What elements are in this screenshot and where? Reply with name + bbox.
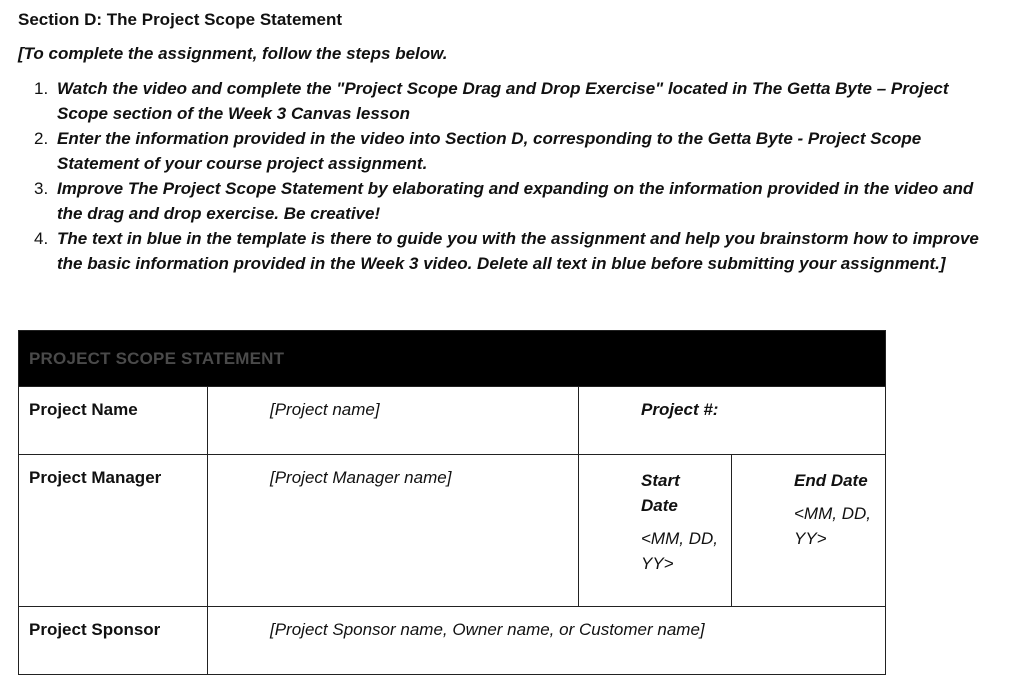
table-header: PROJECT SCOPE STATEMENT: [19, 331, 886, 387]
project-manager-label: Project Manager: [19, 455, 208, 607]
project-manager-value[interactable]: [Project Manager name]: [208, 455, 579, 607]
steps-list: [18, 76, 1008, 276]
list-item: [18, 76, 982, 126]
step-number: 1.: [34, 79, 49, 98]
step-text: The text in blue in the template is there to guide you with the assignment and help you brainstorm how to improve the basic information provided in the Week 3 video. Delete all text in blue before submitting your assignment.]: [57, 229, 979, 273]
list-item: [18, 176, 982, 226]
start-date-value: <MM, DD, YY>: [641, 529, 718, 573]
step-text: Improve The Project Scope Statement by elaborating and expanding on the information provided in the video and the drag and drop exercise. Be creative!: [57, 179, 974, 223]
end-date-value: <MM, DD, YY>: [794, 504, 871, 548]
step-number: 4.: [34, 229, 49, 248]
step-text: Watch the video and complete the "Project Scope Drag and Drop Exercise" located in The Getta Byte – Project Scope section of the Week 3 Canvas lesson: [57, 79, 949, 123]
table-row: [19, 607, 886, 675]
project-sponsor-label: Project Sponsor: [19, 607, 208, 675]
step-text: Enter the information provided in the video into Section D, corresponding to the Getta Byte - Project Scope Statement of your course project assignment.: [57, 129, 922, 173]
step-number: 3.: [34, 179, 49, 198]
project-sponsor-value[interactable]: [Project Sponsor name, Owner name, or Customer name]: [208, 607, 886, 675]
list-item: [18, 126, 982, 176]
start-date-cell[interactable]: [579, 455, 732, 607]
end-date-label: End Date: [794, 471, 868, 490]
assignment-intro: [To complete the assignment, follow the steps below.: [18, 44, 448, 63]
section-title: Section D: The Project Scope Statement: [18, 10, 343, 29]
project-name-value[interactable]: [Project name]: [208, 387, 579, 455]
project-name-label: Project Name: [19, 387, 208, 455]
step-number: 2.: [34, 129, 49, 148]
document-page: [18, 8, 1008, 639]
start-date-label: Start Date: [641, 471, 680, 515]
end-date-cell[interactable]: [732, 455, 886, 607]
table-row: [19, 455, 886, 607]
list-item: [18, 226, 982, 276]
project-number-label[interactable]: Project #:: [579, 387, 886, 455]
project-scope-table: [18, 330, 886, 675]
table-row: [19, 387, 886, 455]
